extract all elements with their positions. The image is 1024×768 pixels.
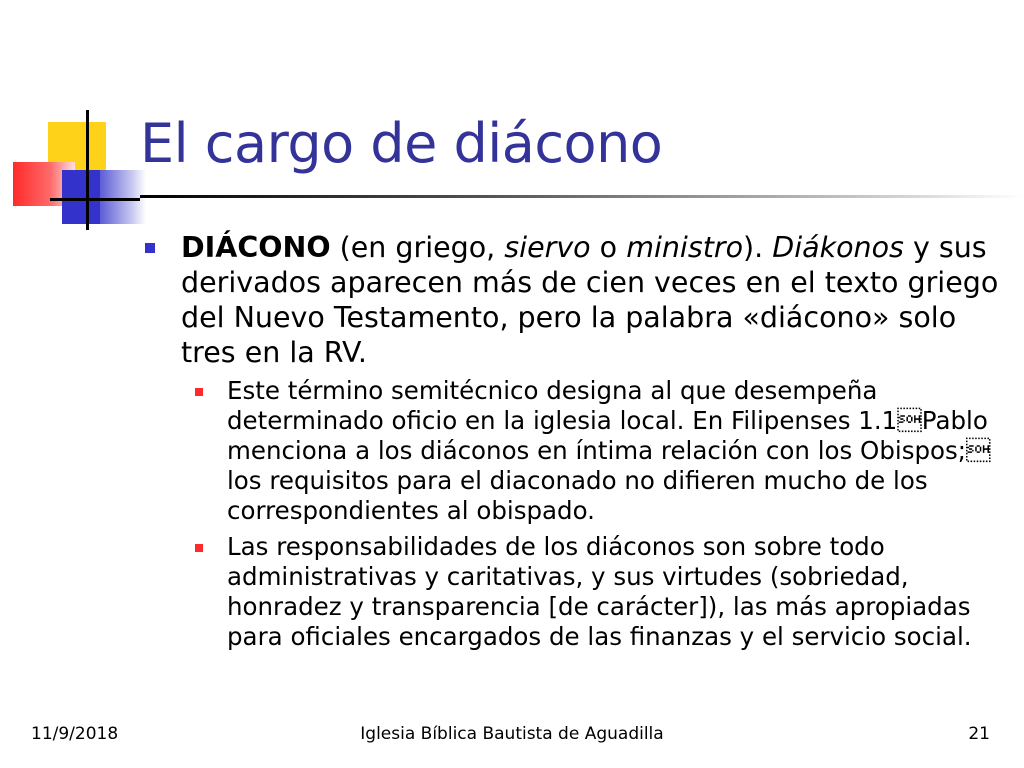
sub-bullet-item	[227, 532, 1015, 652]
sub-bullet-item	[227, 376, 1015, 526]
sub-bullet-square-icon	[195, 388, 203, 396]
bullet-diacono	[145, 230, 1015, 370]
sub-bullet-square-icon	[195, 544, 203, 552]
decor-horizontal-line	[50, 198, 140, 201]
sub-bullet-text: Este término semitécnico designa al que desempeña determinado oficio en la iglesia local. En Filipenses 1.1Pablo menciona a los diáconos en íntima relación con los Obispos; los requisitos para el diaconado no difieren mucho de los correspondientes al obispado.	[227, 376, 991, 525]
title-underline-rule	[140, 195, 1024, 198]
sub-bullet-list	[227, 376, 1015, 652]
footer-page-number: 21	[968, 724, 990, 744]
slide-title: El cargo de diácono	[140, 112, 663, 175]
bullet1-text-1: (en griego,	[330, 231, 505, 264]
term-ministro: ministro	[626, 231, 744, 264]
bullet1-text-4: y sus derivados aparecen más de cien veces en el texto griego del Nuevo Testamento, pero la palabra «diácono» solo tres en la RV.	[181, 231, 999, 369]
bullet1-text-3: ).	[743, 231, 773, 264]
bullet1-text-2: o	[590, 231, 627, 264]
term-bold: DIÁCONO	[181, 231, 331, 264]
term-siervo: siervo	[504, 231, 591, 264]
decor-vertical-line	[86, 110, 89, 230]
sub-bullet-text: Las responsabilidades de los diáconos son sobre todo administrativas y caritativas, y sus virtudes (sobriedad, honradez y transparencia [de carácter]), las más apropiadas para oficiales encargados de las finanzas y el servicio social.	[227, 532, 972, 651]
slide-content	[145, 230, 1015, 658]
term-diakonos: Diákonos	[772, 231, 904, 264]
footer-organization: Iglesia Bíblica Bautista de Aguadilla	[360, 724, 664, 744]
footer-date: 11/9/2018	[31, 724, 119, 744]
bullet-square-icon	[145, 243, 155, 253]
